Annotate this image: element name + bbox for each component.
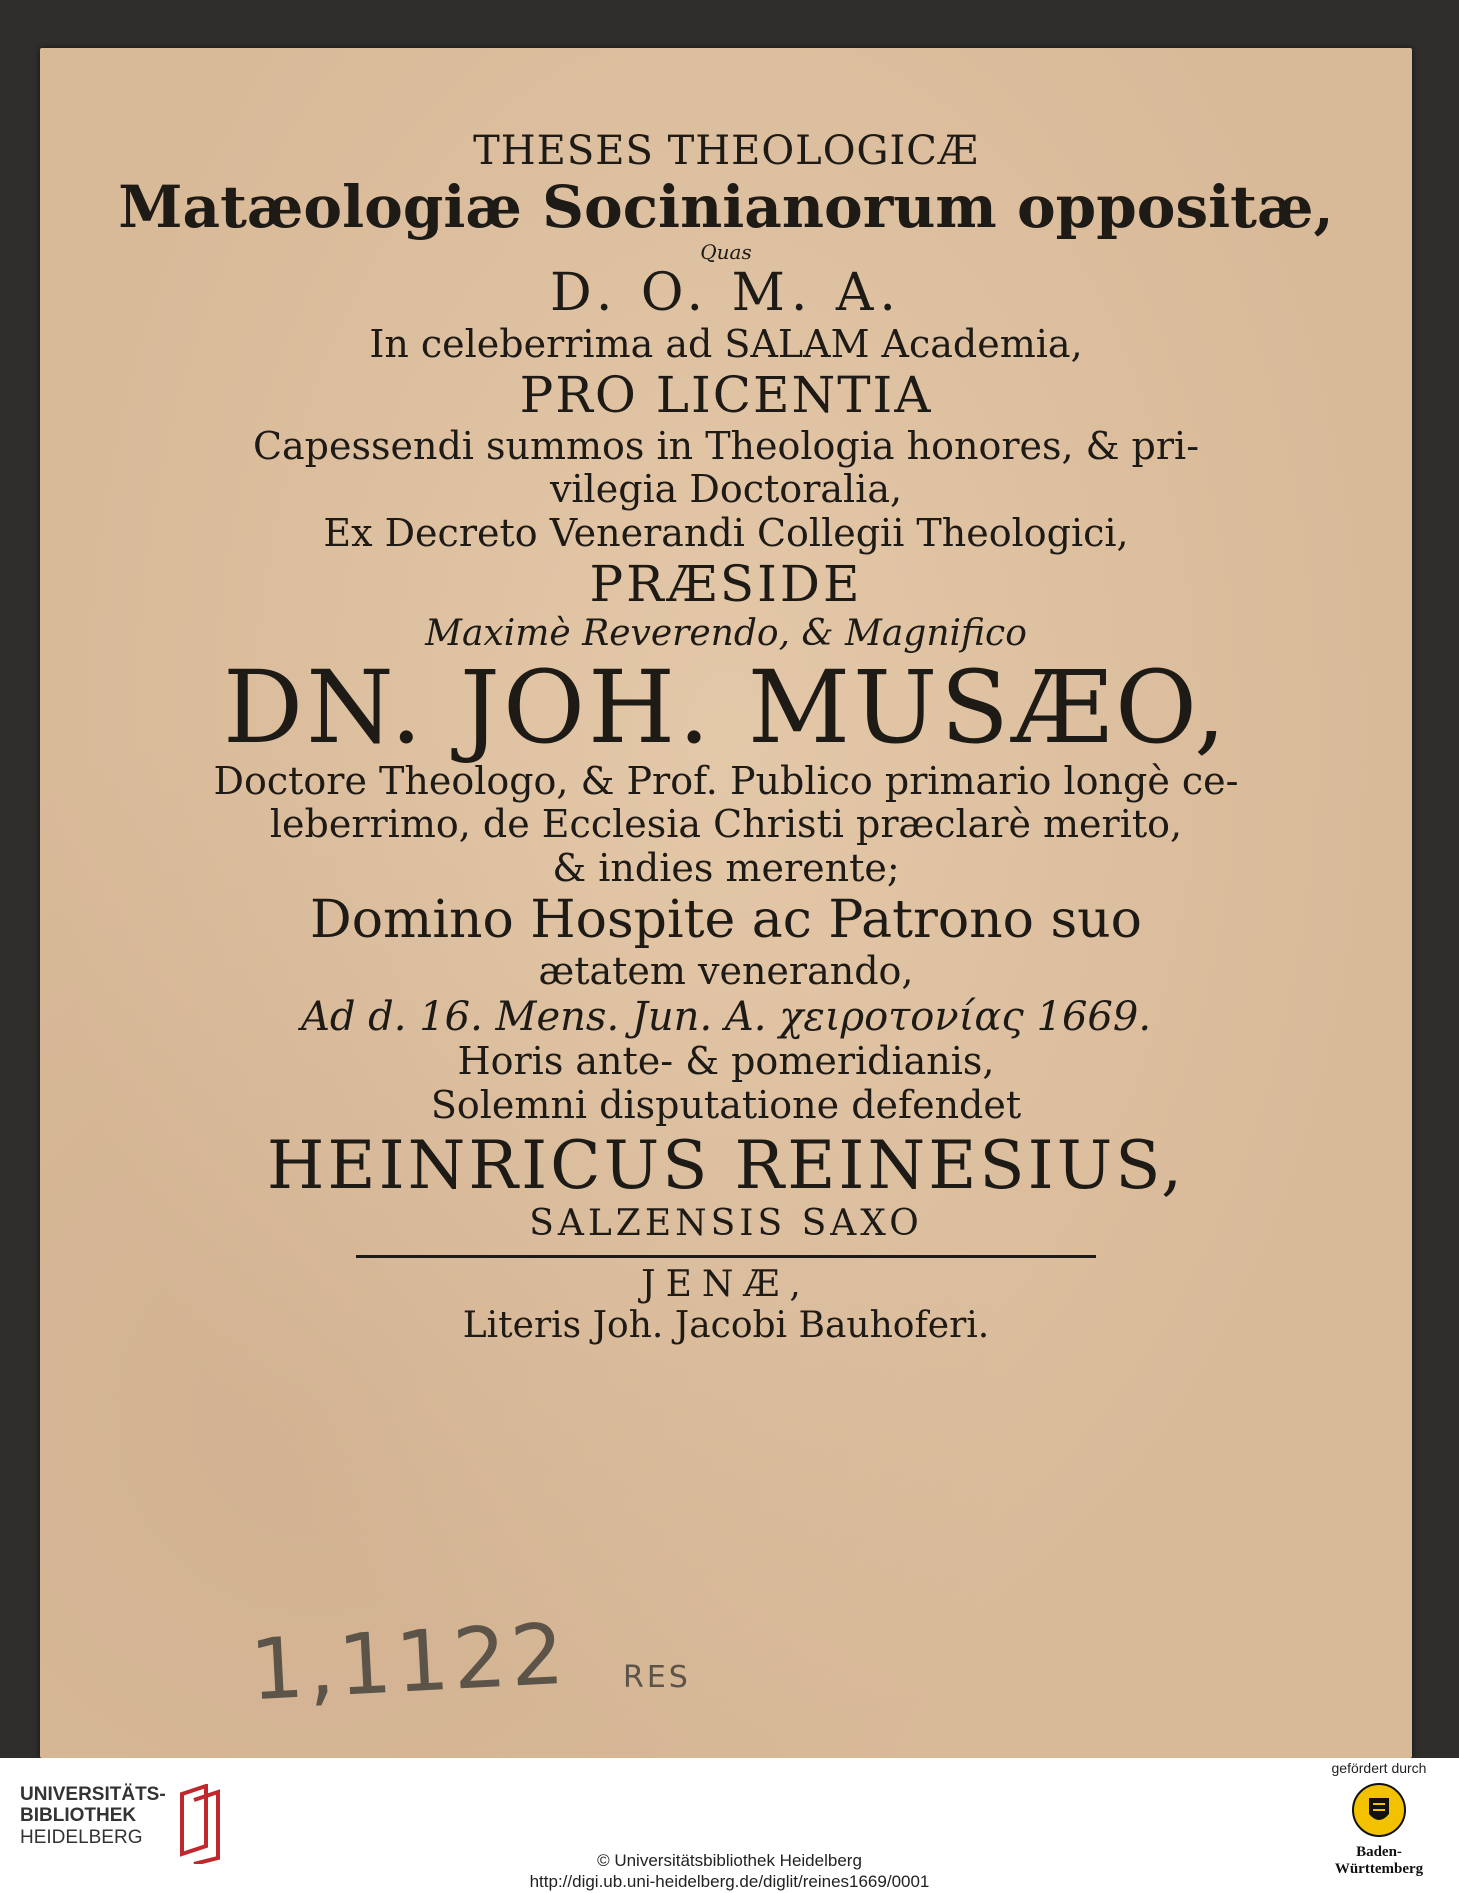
- library-logo-line-2: BIBLIOTHEK: [20, 1805, 137, 1827]
- line-solemni: Solemni disputatione defendet: [430, 1082, 1022, 1127]
- footer-bar: [0, 1758, 1459, 1893]
- copyright-text: © Universitätsbibliothek Heidelberg: [597, 1851, 862, 1870]
- permalink-url[interactable]: http://digi.ub.uni-heidelberg.de/diglit/reines1669/0001: [529, 1872, 930, 1892]
- line-ex-decreto: Ex Decreto Venerandi Collegii Theologici,: [323, 511, 1129, 556]
- line-musaeo: DN. JOH. MUSÆO,: [223, 648, 1229, 766]
- line-doma: D. O. M. A.: [550, 262, 902, 323]
- line-vilegia: vilegia Doctoralia,: [549, 467, 903, 512]
- line-date: Ad d. 16. Mens. Jun. A. χειροτονίας 1669.: [300, 994, 1152, 1041]
- line-heinricus: HEINRICUS REINESIUS,: [266, 1126, 1186, 1204]
- line-aetatem: ætatem venerando,: [538, 949, 914, 994]
- footer-credits: [0, 1850, 1459, 1893]
- line-leberrimo: leberrimo, de Ecclesia Christi præclarè merito,: [269, 802, 1183, 847]
- funder-name: Baden-Württemberg: [1334, 1844, 1424, 1877]
- line-doctore: Doctore Theologo, & Prof. Publico primario longè ce-: [213, 758, 1239, 803]
- line-mataeologiae: Matæologiæ Socinianorum oppositæ,: [118, 173, 1334, 241]
- horizontal-rule: [356, 1255, 1096, 1258]
- line-domino: Domino Hospite ac Patrono suo: [310, 889, 1142, 950]
- res-stamp: RES: [623, 1660, 691, 1695]
- line-theses: THESES THEOLOGICÆ: [473, 128, 979, 174]
- line-capessendi: Capessendi summos in Theologia honores, & pri-: [252, 423, 1200, 468]
- library-logo-line-3: HEIDELBERG: [20, 1826, 143, 1848]
- library-logo-line-1: UNIVERSITÄTS-: [20, 1784, 166, 1805]
- line-praeside: PRÆSIDE: [589, 554, 863, 613]
- funded-by-label: gefördert durch: [1331, 1760, 1427, 1776]
- coat-of-arms-icon: [1351, 1782, 1407, 1838]
- line-maxime: Maximè Reverendo, & Magnifico: [425, 613, 1027, 655]
- line-celeberrima: In celeberrima ad SALAM Academia,: [369, 322, 1083, 367]
- line-horis: Horis ante- & pomeridianis,: [457, 1039, 995, 1084]
- shelfmark-handwritten: 1,1122: [247, 1604, 571, 1720]
- line-quas: Quas: [700, 239, 752, 264]
- line-jenae: JENÆ,: [641, 1263, 811, 1305]
- document-page: [40, 48, 1412, 1758]
- line-indies: & indies merente;: [552, 846, 900, 890]
- library-logo-text: [20, 1784, 166, 1848]
- line-salzensis: SALZENSIS SAXO: [529, 1203, 923, 1245]
- line-literis: Literis Joh. Jacobi Bauhoferi.: [462, 1305, 990, 1347]
- funder-block: [1319, 1760, 1439, 1878]
- title-page-text: [40, 128, 1412, 1347]
- line-pro-licentia: PRO LICENTIA: [519, 366, 933, 425]
